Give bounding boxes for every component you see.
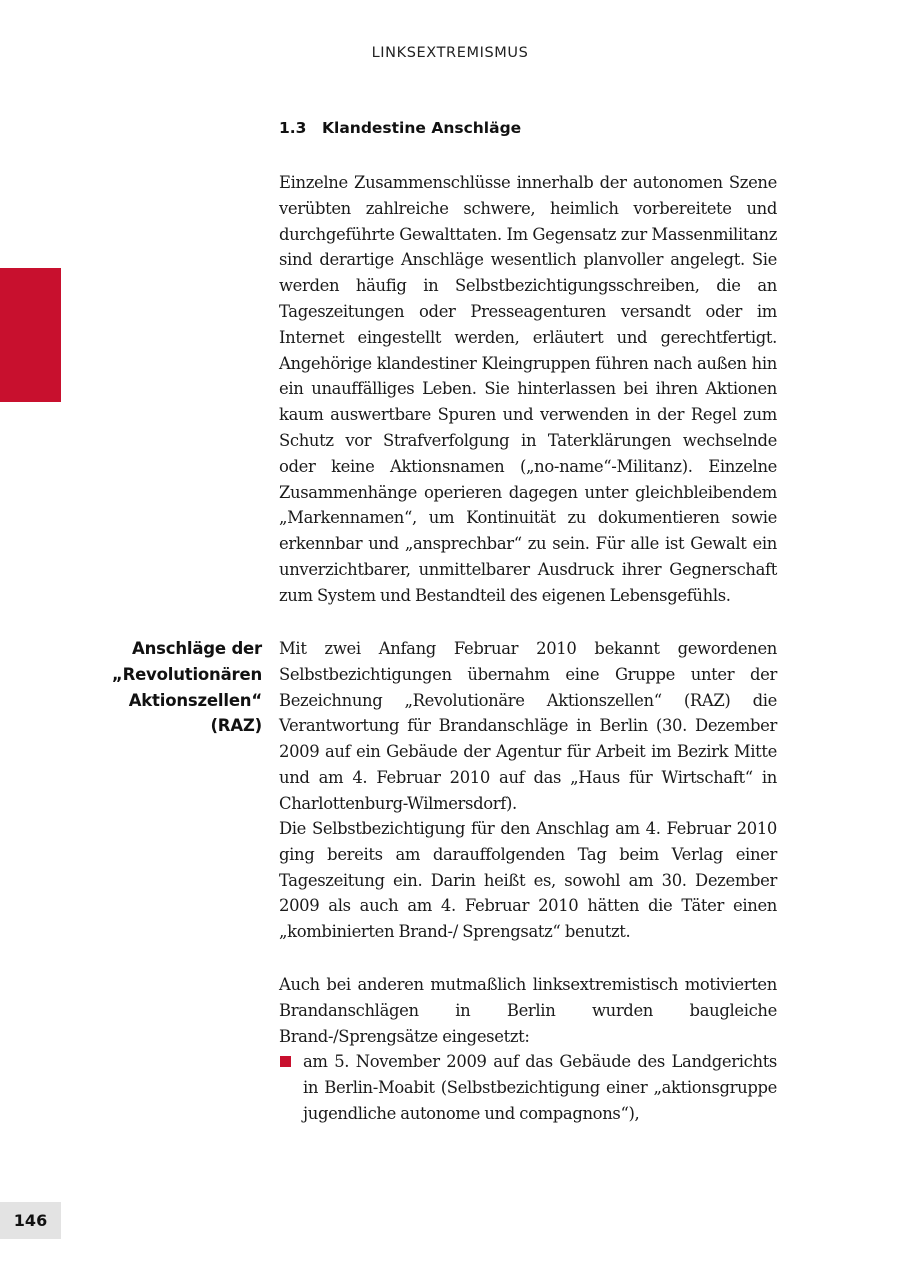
list-item-text: am 5. November 2009 auf das Gebäude des Landgerichts in Berlin-Moabit (Selbstbezichtigung einer „aktionsgruppe jugendliche autonome und compagnons“),: [303, 1052, 777, 1123]
margin-note-line: Anschläge der: [132, 639, 262, 658]
section-number: 1.3: [279, 119, 307, 137]
section-heading: [279, 119, 521, 137]
paragraph-text: Einzelne Zusammenschlüsse innerhalb der autonomen Szene verübten zahlreiche schwere, heimlich vorbereitete und durchgeführte Gewalttaten. Im Gegensatz zur Massenmilitanz sind derartige Anschläge wesentlich planvoller angelegt. Sie werden häufig in Selbstbezichtigungsschreiben, die an Tageszeitungen oder Presseagenturen versandt oder im Internet eingestellt werden, erläutert und gerechtfertigt. Angehörige klandestiner Kleingruppen führen nach außen hin ein unauffälliges Leben. Sie hinterlassen bei ihren Aktionen kaum auswertbare Spuren und verwenden in der Regel zum Schutz vor Strafverfolgung in Taterklärungen wechselnde oder keine Aktionsnamen („no-name“-Militanz). Einzelne Zusammenhänge operieren dagegen unter gleichbleibendem „Markennamen“, um Kontinuität zu dokumentieren sowie erkennbar und „ansprechbar“ zu sein. Für alle ist Gewalt ein unverzichtbarer, unmittelbarer Ausdruck ihrer Gegnerschaft zum System und Bestandteil des eigenen Lebensgefühls.: [279, 173, 777, 605]
running-header: LINKSEXTREMISMUS: [371, 45, 529, 61]
margin-note-line: (RAZ): [210, 716, 262, 736]
paragraph-text: Die Selbstbezichtigung für den Anschlag am 4. Februar 2010 ging bereits am darauffolgenden Tag beim Verlag einer Tageszeitung ein. Darin heißt es, sowohl am 30. Dezember 2009 als auch am 4. Februar 2010 hätten die Täter einen „kombinierten Brand-/ Sprengsatz“ benutzt.: [279, 819, 777, 942]
body-paragraph-4: [279, 972, 777, 1127]
chapter-marker-tab: [0, 268, 61, 402]
red-square-bullet-icon: [280, 1056, 291, 1067]
paragraph-text: Mit zwei Anfang Februar 2010 bekannt gewordenen Selbstbezichtigungen übernahm eine Gruppe unter der Bezeichnung „Revolutionäre Aktionszellen“ (RAZ) die Verantwortung für Brandanschläge in Berlin (30. Dezember 2009 auf ein Gebäude der Agentur für Arbeit im Bezirk Mitte und am 4. Februar 2010 auf das „Haus für Wirtschaft“ in Charlottenburg-Wilmersdorf).: [279, 639, 777, 813]
list-item: [279, 1049, 777, 1126]
body-paragraph-1: [279, 170, 777, 609]
section-title: Klandestine Anschläge: [322, 119, 522, 137]
body-paragraph-3: [279, 816, 777, 945]
paragraph-text: Auch bei anderen mutmaßlich linksextremistisch motivierten Brandanschlägen in Berlin wurden baugleiche Brand-/Sprengsätze eingesetzt:: [279, 975, 777, 1046]
margin-note: [80, 636, 262, 739]
page-number: 146: [0, 1202, 61, 1239]
margin-note-line: Aktionszellen“: [128, 690, 262, 710]
body-paragraph-2: [279, 636, 777, 817]
bullet-list: [279, 1049, 777, 1126]
margin-note-line: „Revolutionären: [111, 664, 262, 684]
